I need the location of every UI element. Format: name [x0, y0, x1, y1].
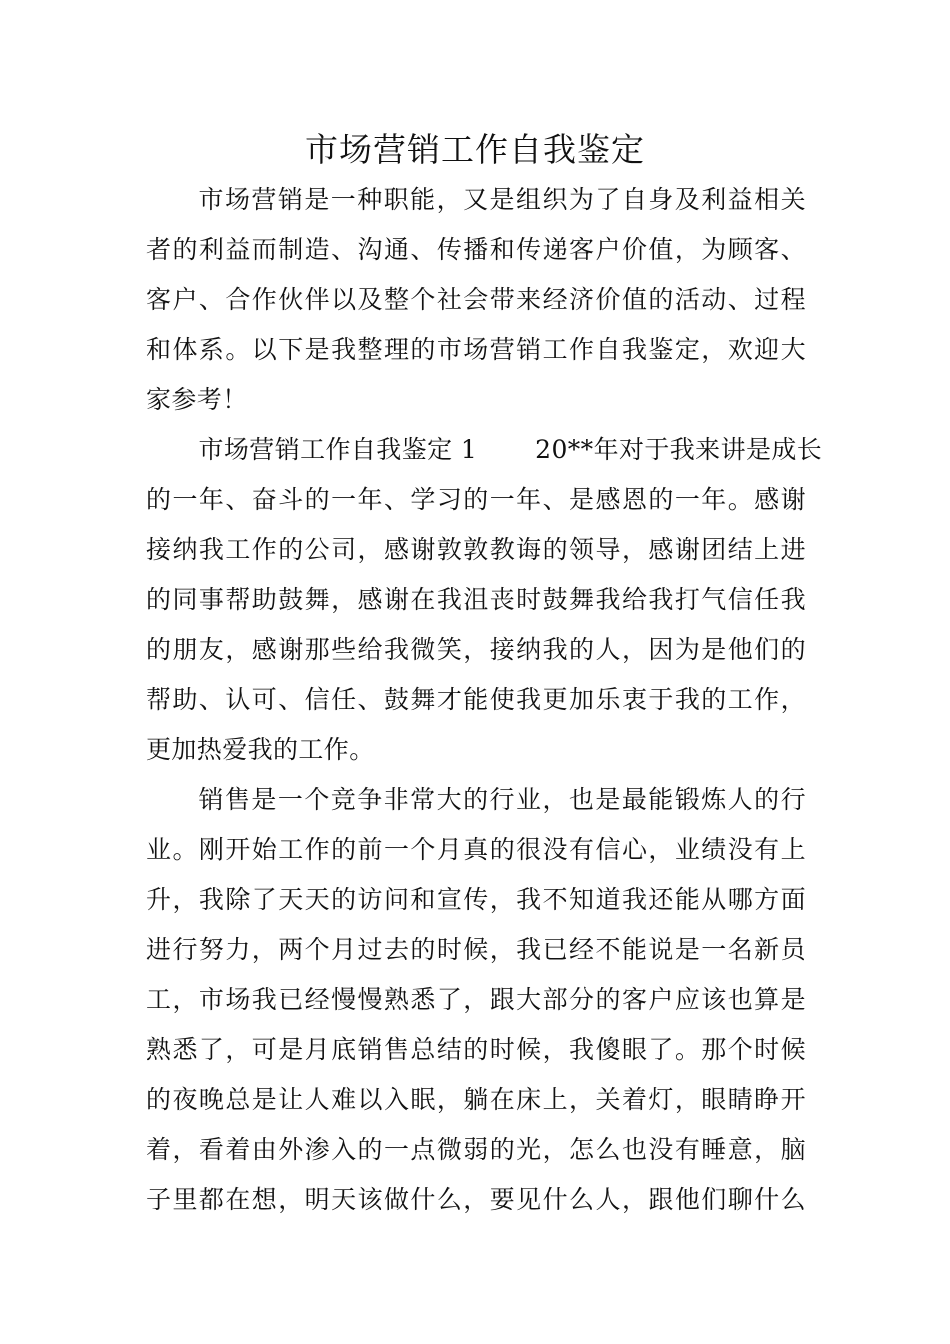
text-line: 子里都在想，明天该做什么，要见什么人，跟他们聊什么 [146, 1185, 806, 1214]
text-line: 客户、合作伙伴以及整个社会带来经济价值的活动、过程 [146, 285, 806, 314]
text-line: 进行努力，两个月过去的时候，我已经不能说是一名新员 [146, 935, 806, 964]
paragraph-intro [146, 175, 806, 425]
text-line: 的朋友，感谢那些给我微笑，接纳我的人，因为是他们的 [146, 635, 806, 664]
text-line: 销售是一个竞争非常大的行业，也是最能锻炼人的行 [198, 785, 806, 814]
text-line: 和体系。以下是我整理的市场营销工作自我鉴定，欢迎大 [146, 335, 806, 364]
text-line: 帮助、认可、信任、鼓舞才能使我更加乐衷于我的工作， [146, 685, 806, 714]
document-body [146, 175, 823, 1225]
text-line: 接纳我工作的公司，感谢敦敦教诲的领导，感谢团结上进 [146, 535, 806, 564]
text-line: 更加热爱我的工作。 [146, 735, 375, 764]
document-title: 市场营销工作自我鉴定 [305, 130, 645, 169]
text-line: 的一年、奋斗的一年、学习的一年、是感恩的一年。感谢 [146, 485, 806, 514]
text-line [146, 425, 823, 475]
text-line: 熟悉了，可是月底销售总结的时候，我傻眼了。那个时候 [146, 1035, 806, 1064]
text-line: 者的利益而制造、沟通、传播和传递客户价值，为顾客、 [146, 235, 806, 264]
text-line: 着，看着由外渗入的一点微弱的光，怎么也没有睡意，脑 [146, 1135, 806, 1164]
section-heading: 市场营销工作自我鉴定 1 [198, 435, 478, 464]
text-line: 家参考！ [146, 385, 248, 414]
paragraph-section-1 [146, 425, 823, 775]
paragraph-sales [146, 775, 806, 1225]
text-line: 的夜晚总是让人难以入眠，躺在床上，关着灯，眼睛睁开 [146, 1085, 806, 1114]
text-line: 市场营销是一种职能，又是组织为了自身及利益相关 [198, 185, 806, 214]
section-lead: 20**年对于我来讲是成长 [535, 435, 823, 464]
text-line: 的同事帮助鼓舞，感谢在我沮丧时鼓舞我给我打气信任我 [146, 585, 806, 614]
text-line: 升，我除了天天的访问和宣传，我不知道我还能从哪方面 [146, 885, 806, 914]
text-line: 工，市场我已经慢慢熟悉了，跟大部分的客户应该也算是 [146, 985, 806, 1014]
text-line: 业。刚开始工作的前一个月真的很没有信心，业绩没有上 [146, 835, 806, 864]
